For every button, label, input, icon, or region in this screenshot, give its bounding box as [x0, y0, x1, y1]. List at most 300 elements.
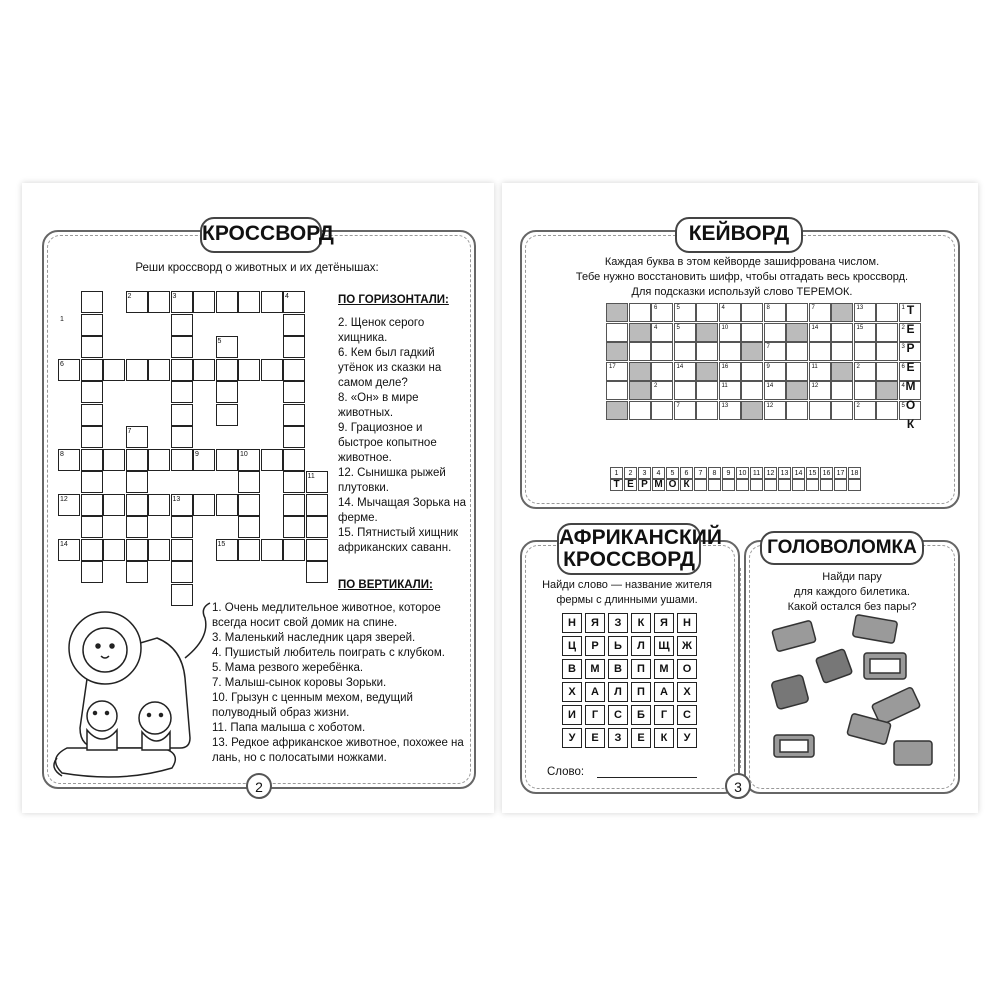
key-number-cell: 10 — [736, 467, 749, 479]
crossword-cell — [103, 449, 125, 471]
crossword-cell — [148, 449, 170, 471]
keyword-cell-number: 6 — [901, 363, 905, 370]
crossword-cell — [238, 359, 260, 381]
key-number-cell: 8 — [708, 467, 721, 479]
key-letter-cell — [820, 479, 833, 491]
keyword-cell — [809, 303, 831, 322]
puzzle-intro-line: для каждого билетика. — [794, 586, 910, 598]
key-number-cell: 12 — [764, 467, 777, 479]
keyword-letter: М — [905, 379, 916, 393]
clue-number: 10 — [240, 450, 248, 458]
grid-letter-cell: Р — [585, 636, 605, 656]
keyword-cell — [831, 303, 853, 322]
keyword-cell — [696, 362, 718, 381]
keyword-cell — [651, 362, 673, 381]
keyword-cell — [606, 303, 628, 322]
across-heading: ПО ГОРИЗОНТАЛИ: — [338, 294, 449, 306]
crossword-cell — [171, 426, 193, 448]
clue-number: 8 — [60, 450, 64, 458]
crossword-cell — [283, 314, 305, 336]
keyword-cell — [606, 342, 628, 361]
grid-letter-cell: Е — [585, 728, 605, 748]
keyword-cell — [719, 362, 741, 381]
keyword-cell-number: 14 — [811, 324, 819, 331]
keyword-cell — [629, 323, 651, 342]
keyword-letter: К — [906, 417, 915, 431]
crossword-cell — [81, 561, 103, 583]
grid-letter-cell: Щ — [654, 636, 674, 656]
grid-letter-cell: Н — [562, 613, 582, 633]
keyword-cell — [786, 362, 808, 381]
keyword-cell — [674, 362, 696, 381]
key-letter: Р — [641, 479, 648, 490]
across-clue: 14. Мычащая Зорька на ферме. — [338, 497, 467, 524]
crossword-cell — [171, 516, 193, 538]
keyword-cell-number: 12 — [766, 402, 774, 409]
keyword-cell — [876, 362, 898, 381]
crossword-cell — [216, 291, 238, 313]
crossword-cell — [81, 291, 103, 313]
grid-letter-cell: Е — [631, 728, 651, 748]
key-number-cell: 13 — [778, 467, 791, 479]
key-number-cell: 9 — [722, 467, 735, 479]
crossword-cell — [306, 539, 328, 561]
key-number-cell: 4 — [652, 467, 665, 479]
keyword-cell-number: 11 — [811, 363, 818, 370]
keyword-cell — [696, 303, 718, 322]
crossword-cell — [283, 381, 305, 403]
keyword-cell — [809, 362, 831, 381]
crossword-cell — [283, 539, 305, 561]
keyword-cell — [741, 401, 763, 420]
african-intro-line: Найди слово — название жителя — [542, 579, 712, 591]
down-clue: 7. Малыш-сынок коровы Зорьки. — [212, 677, 387, 689]
grid-letter-cell: С — [608, 705, 628, 725]
keyword-cell — [876, 342, 898, 361]
crossword-cell — [103, 494, 125, 516]
crossword-cell — [171, 381, 193, 403]
crossword-cell — [283, 516, 305, 538]
grid-letter-cell: Х — [562, 682, 582, 702]
keyword-cell — [854, 303, 876, 322]
key-letter-cell — [848, 479, 861, 491]
keyword-cell-number: 7 — [811, 305, 815, 311]
crossword-cell — [126, 471, 148, 493]
keyword-title: КЕЙВОРД — [675, 217, 803, 253]
grid-letter-cell: М — [585, 659, 605, 679]
keyword-cell — [651, 303, 673, 322]
keyword-intro-line: Тебе нужно восстановить шифр, чтобы отгадать весь кроссворд. — [575, 271, 909, 283]
page-number: 2 — [246, 773, 272, 799]
answer-label: Слово: — [547, 766, 585, 778]
down-clue: 13. Редкое африканское животное, похожее на лань, но с полосатыми ножками. — [212, 737, 464, 764]
crossword-cell — [126, 359, 148, 381]
keyword-cell-number: 16 — [721, 363, 729, 370]
clue-number: 6 — [60, 360, 64, 368]
grid-letter-cell: Л — [608, 682, 628, 702]
keyword-cell — [674, 342, 696, 361]
keyword-cell-number: 5 — [676, 305, 680, 311]
crossword-cell — [81, 494, 103, 516]
page-number: 3 — [725, 773, 751, 799]
crossword-cell — [306, 516, 328, 538]
right-page — [502, 183, 978, 813]
crossword-cell — [81, 404, 103, 426]
clue-number: 4 — [285, 293, 289, 300]
crossword-cell — [148, 539, 170, 561]
key-letter-cell — [736, 479, 749, 491]
keyword-cell — [809, 401, 831, 420]
keyword-cell — [809, 323, 831, 342]
crossword-cell — [216, 494, 238, 516]
keyword-cell — [674, 323, 696, 342]
crossword-cell — [193, 291, 215, 313]
keyword-cell — [651, 401, 673, 420]
keyword-cell-number: 2 — [856, 402, 860, 409]
keyword-cell — [651, 342, 673, 361]
keyword-cell-number: 13 — [721, 402, 729, 409]
keyword-cell — [786, 342, 808, 361]
answer-line[interactable] — [597, 777, 697, 778]
crossword-cell — [261, 359, 283, 381]
clue-number: 2 — [127, 293, 132, 300]
african-title-line2: КРОССВОРД — [563, 548, 695, 571]
crossword-cell — [81, 314, 103, 336]
grid-letter-cell: П — [631, 682, 651, 702]
across-clue: 6. Кем был гадкий утёнок из сказки на самом деле? — [338, 347, 442, 389]
keyword-cell-number: 3 — [901, 344, 905, 350]
keyword-letter: О — [905, 398, 916, 412]
keyword-cell — [876, 303, 898, 322]
grid-letter-cell: Я — [654, 613, 674, 633]
key-letter-cell — [806, 479, 819, 491]
keyword-cell — [606, 401, 628, 420]
crossword-cell — [171, 404, 193, 426]
crossword-cell — [283, 449, 305, 471]
keyword-cell — [719, 381, 741, 400]
divider — [740, 568, 741, 768]
key-letter-cell — [694, 479, 707, 491]
keyword-cell-number: 5 — [676, 324, 680, 331]
crossword-cell — [283, 404, 305, 426]
keyword-cell — [629, 401, 651, 420]
grid-letter-cell: Г — [585, 705, 605, 725]
crossword-cell — [261, 539, 283, 561]
left-page — [22, 183, 494, 813]
crossword-cell — [193, 359, 215, 381]
keyword-cell — [764, 303, 786, 322]
keyword-cell — [854, 362, 876, 381]
keyword-cell-number: 4 — [721, 305, 725, 311]
keyword-cell — [696, 342, 718, 361]
keyword-cell-number: 6 — [654, 305, 658, 311]
african-title-line1: АФРИКАНСКИЙ — [559, 526, 722, 549]
down-clue: 3. Маленький наследник царя зверей. — [212, 632, 416, 644]
keyword-cell-number: 4 — [654, 324, 658, 331]
crossword-cell — [126, 516, 148, 538]
key-number-cell: 17 — [834, 467, 847, 479]
keyword-cell — [831, 401, 853, 420]
across-clue: 2. Щенок серого хищника. — [338, 317, 425, 344]
crossword-cell — [148, 359, 170, 381]
keyword-cell — [606, 362, 628, 381]
key-number-cell: 15 — [806, 467, 819, 479]
keyword-cell-number: 8 — [766, 305, 770, 311]
clue-number: 12 — [60, 495, 68, 503]
keyword-cell — [831, 362, 853, 381]
key-letter-cell — [834, 479, 847, 491]
grid-letter-cell: У — [677, 728, 697, 748]
crossword-cell — [238, 291, 260, 313]
key-letter: К — [683, 479, 690, 490]
crossword-cell — [171, 336, 193, 358]
keyword-cell — [854, 381, 876, 400]
grid-letter-cell: Л — [631, 636, 651, 656]
key-number-cell: 1 — [610, 467, 623, 479]
across-clue: 8. «Он» в мире животных. — [338, 392, 419, 419]
keyword-cell — [876, 381, 898, 400]
keyword-cell — [876, 323, 898, 342]
keyword-cell — [854, 401, 876, 420]
key-letter: Е — [627, 479, 634, 490]
crossword-cell — [261, 291, 283, 313]
grid-letter-cell: У — [562, 728, 582, 748]
keyword-cell-number: 5 — [901, 402, 905, 409]
keyword-cell — [764, 362, 786, 381]
grid-letter-cell: С — [677, 705, 697, 725]
keyword-cell — [629, 342, 651, 361]
crossword-cell — [171, 561, 193, 583]
grid-letter-cell: Ж — [677, 636, 697, 656]
grid-letter-cell: З — [608, 728, 628, 748]
clue-number: 13 — [172, 495, 181, 503]
keyword-cell-number: 11 — [721, 383, 728, 389]
key-number-cell: 6 — [680, 467, 693, 479]
crossword-cell — [261, 449, 283, 471]
keyword-cell — [786, 381, 808, 400]
keyword-cell — [674, 401, 696, 420]
keyword-cell-number: 4 — [901, 383, 905, 389]
grid-letter-cell: А — [585, 682, 605, 702]
crossword-cell — [306, 561, 328, 583]
key-number-cell: 16 — [820, 467, 833, 479]
keyword-intro-line: Для подсказки используй слово ТЕРЕМОК. — [631, 286, 853, 298]
keyword-cell — [719, 342, 741, 361]
keyword-cell — [764, 323, 786, 342]
keyword-cell — [786, 303, 808, 322]
crossword-cell — [126, 449, 148, 471]
crossword-cell — [171, 314, 193, 336]
puzzle-title: ГОЛОВОЛОМКА — [760, 531, 924, 565]
keyword-cell — [764, 401, 786, 420]
lion-family-illustration — [47, 598, 212, 783]
grid-letter-cell: П — [631, 659, 651, 679]
crossword-cell — [171, 359, 193, 381]
crossword-cell — [148, 291, 170, 313]
crossword-cell — [81, 471, 103, 493]
grid-letter-cell: К — [654, 728, 674, 748]
across-clue: 9. Грациозное и быстрое копытное животное. — [338, 422, 437, 464]
grid-letter-cell: Г — [654, 705, 674, 725]
keyword-letter: Е — [906, 322, 915, 336]
grid-letter-cell: Н — [677, 613, 697, 633]
grid-letter-cell: К — [631, 613, 651, 633]
clue-number: 7 — [127, 428, 132, 435]
keyword-cell-number: 2 — [856, 363, 860, 370]
down-heading: ПО ВЕРТИКАЛИ: — [338, 579, 433, 591]
crossword-intro: Реши кроссворд о животных и их детёнышах: — [135, 262, 379, 274]
keyword-cell-number: 2 — [901, 324, 905, 331]
across-clue: 15. Пятнистый хищник африканских саванн. — [338, 527, 459, 554]
keyword-intro — [542, 255, 942, 300]
crossword-cell — [81, 336, 103, 358]
crossword-cell — [81, 426, 103, 448]
grid-letter-cell: М — [654, 659, 674, 679]
grid-letter-cell: А — [654, 682, 674, 702]
keyword-cell — [809, 342, 831, 361]
keyword-cell — [651, 323, 673, 342]
key-number-cell: 11 — [750, 467, 763, 479]
keyword-cell — [764, 381, 786, 400]
keyword-cell — [696, 323, 718, 342]
grid-letter-cell: Ь — [608, 636, 628, 656]
keyword-cell — [741, 323, 763, 342]
clue-number: 15 — [217, 540, 226, 548]
keyword-cell — [696, 401, 718, 420]
keyword-cell — [674, 303, 696, 322]
keyword-cell — [741, 342, 763, 361]
grid-letter-cell: Ц — [562, 636, 582, 656]
clue-number: 1 — [60, 315, 64, 323]
keyword-cell — [786, 323, 808, 342]
keyword-cell — [606, 323, 628, 342]
crossword-cell — [193, 494, 215, 516]
down-clue: 10. Грызун с ценным мехом, ведущий полуводный образ жизни. — [212, 692, 413, 719]
crossword-cell — [283, 359, 305, 381]
clue-number: 5 — [217, 338, 222, 345]
crossword-cell — [283, 494, 305, 516]
keyword-cell-number: 10 — [721, 324, 729, 331]
keyword-cell-number: 1 — [901, 305, 905, 311]
crossword-cell — [126, 561, 148, 583]
keyword-cell — [809, 381, 831, 400]
keyword-cell — [741, 381, 763, 400]
keyword-letter: Е — [906, 360, 915, 374]
keyword-cell — [674, 381, 696, 400]
crossword-cell — [103, 359, 125, 381]
clue-number: 14 — [60, 540, 68, 548]
keyword-cell — [651, 381, 673, 400]
crossword-cell — [103, 539, 125, 561]
crossword-cell — [81, 359, 103, 381]
key-letter-cell — [778, 479, 791, 491]
crossword-cell — [171, 539, 193, 561]
keyword-letter: Р — [906, 341, 915, 355]
keyword-cell-number: 12 — [811, 383, 819, 389]
crossword-cell — [238, 471, 260, 493]
crossword-cell — [238, 494, 260, 516]
crossword-cell — [283, 336, 305, 358]
grid-letter-cell: И — [562, 705, 582, 725]
keyword-cell-number: 2 — [654, 383, 658, 389]
crossword-cell — [216, 359, 238, 381]
crossword-cell — [81, 449, 103, 471]
crossword-cell — [126, 494, 148, 516]
keyword-cell — [876, 401, 898, 420]
key-letter: М — [654, 479, 663, 490]
key-letter-cell — [722, 479, 735, 491]
grid-letter-cell: Б — [631, 705, 651, 725]
grid-letter-cell: З — [608, 613, 628, 633]
key-letter: О — [668, 479, 677, 490]
keyword-cell-number: 14 — [766, 383, 774, 389]
keyword-cell — [719, 323, 741, 342]
key-number-cell: 18 — [848, 467, 861, 479]
key-number-cell: 5 — [666, 467, 679, 479]
keyword-cell-number: 15 — [856, 324, 864, 331]
grid-letter-cell: О — [677, 659, 697, 679]
african-title — [557, 523, 722, 575]
keyword-cell-number: 7 — [676, 402, 680, 409]
key-letter-cell — [792, 479, 805, 491]
keyword-cell — [629, 303, 651, 322]
clue-number: 3 — [172, 293, 177, 300]
keyword-intro-line: Каждая буква в этом кейворде зашифрована числом. — [604, 256, 880, 268]
keyword-cell — [786, 401, 808, 420]
clue-number: 11 — [307, 473, 315, 480]
crossword-cell — [306, 494, 328, 516]
keyword-cell — [854, 342, 876, 361]
keyword-cell — [606, 381, 628, 400]
crossword-cell — [238, 539, 260, 561]
crossword-cell — [81, 539, 103, 561]
keyword-cell-number: 14 — [676, 363, 684, 370]
puzzle-intro — [757, 570, 947, 615]
grid-letter-cell: В — [562, 659, 582, 679]
page-title: КРОССВОРД — [200, 217, 322, 253]
keyword-cell — [854, 323, 876, 342]
grid-letter-cell: Я — [585, 613, 605, 633]
clue-number: 9 — [195, 450, 199, 458]
crossword-cell — [148, 494, 170, 516]
crossword-cell — [81, 516, 103, 538]
across-clues — [338, 316, 468, 556]
crossword-cell — [238, 516, 260, 538]
keyword-cell — [831, 323, 853, 342]
down-clues — [212, 601, 467, 766]
crossword-cell — [283, 471, 305, 493]
keyword-cell — [629, 381, 651, 400]
puzzle-intro-line: Найди пару — [822, 571, 882, 583]
keyword-cell — [696, 381, 718, 400]
crossword-cell — [171, 449, 193, 471]
down-clue: 11. Папа малыша с хоботом. — [212, 722, 366, 734]
grid-letter-cell: В — [608, 659, 628, 679]
keyword-cell-number: 13 — [856, 305, 864, 311]
crossword-cell — [216, 381, 238, 403]
crossword-cell — [126, 539, 148, 561]
key-number-cell: 3 — [638, 467, 651, 479]
keyword-cell-number: 9 — [766, 363, 770, 370]
down-clue: 1. Очень медлительное животное, которое всегда носит свой домик на спине. — [212, 602, 441, 629]
keyword-cell — [719, 401, 741, 420]
key-letter: Т — [613, 479, 620, 490]
keyword-cell — [741, 362, 763, 381]
key-letter-cell — [764, 479, 777, 491]
puzzle-intro-line: Какой остался без пары? — [787, 601, 917, 613]
grid-letter-cell: Х — [677, 682, 697, 702]
down-clue: 4. Пушистый любитель поиграть с клубком. — [212, 647, 445, 659]
